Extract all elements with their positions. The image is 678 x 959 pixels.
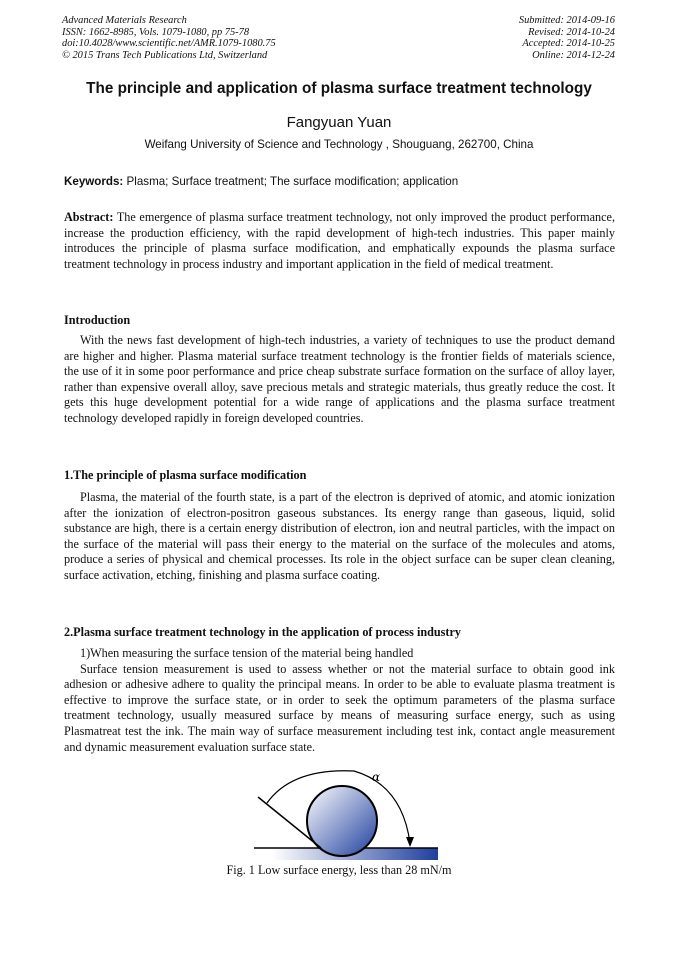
alpha-label: α	[372, 770, 381, 784]
section1-body	[64, 490, 615, 584]
abstract-label: Abstract:	[64, 210, 114, 224]
keywords	[64, 175, 616, 188]
abstract-text: The emergence of plasma surface treatment technology, not only improved the product performance, increase the production efficiency, with the rapid development of high-tech industries. This paper mainly introduces the principle of plasma surface modification, and emphatically expounds the plasma surface treatment technology in process industry and important application in the field of medical treatment.	[64, 210, 615, 271]
affiliation: Weifang University of Science and Technology , Shouguang, 262700, China	[144, 138, 534, 151]
paper-title: The principle and application of plasma surface treatment technology	[86, 80, 592, 97]
submitted-date: Submitted: 2014-09-16	[518, 15, 615, 26]
doi-line: doi:10.4028/www.scientific.net/AMR.1079-1080.75	[62, 38, 276, 50]
author-name: Fangyuan Yuan	[286, 114, 392, 131]
submission-dates	[519, 15, 615, 61]
abstract	[64, 210, 615, 272]
section1-heading: 1.The principle of plasma surface modification	[64, 468, 307, 482]
section2-heading: 2.Plasma surface treatment technology in the application of process industry	[64, 625, 461, 639]
journal-name: Advanced Materials Research	[62, 15, 187, 26]
copyright-line: © 2015 Trans Tech Publications Ltd, Switzerland	[62, 49, 268, 61]
arc-arrowhead	[406, 837, 414, 847]
accepted-date: Accepted: 2014-10-25	[522, 38, 615, 50]
section2-text: Surface tension measurement is used to assess whether or not the material surface to obtain good ink adhesion or adhesive adhere to quality the principal means. In order to be able to evaluate plasma treatment is effective to improve the surface state, or in order to seek the optimum parameters of the plasma surface treatment technology, usually measured surface by means of measuring surface energy, such as using Plasmatreat test the ink. The main way of surface measurement including test ink, contact angle measurement and dynamic measurement evaluation surface state.	[64, 661, 615, 754]
figure-caption: Fig. 1 Low surface energy, less than 28 mN/m	[226, 863, 452, 877]
section1-text: Plasma, the material of the fourth state, is a part of the electron is deprived of atomic, and atomic ionization after the ionization of electron-positron gaseous substances. Its energy range than gaseous, liquid, solid substance are high, there is a certain energy distribution of electron, ion and neutral particles, with the impact on the surface of the material will pass their energy to the material on the surface of the molecules and atoms, produce a series of physical and chemical processes. Its role in the object surface can be super clean cleaning, surface activation, etching, finishing and plasma surface coating.	[64, 490, 615, 582]
online-date: Online: 2014-12-24	[532, 49, 615, 61]
introduction-body	[64, 333, 615, 427]
keywords-text: Plasma; Surface treatment; The surface modification; application	[126, 175, 459, 188]
journal-info	[62, 15, 276, 61]
introduction-text: With the news fast development of high-tech industries, a variety of techniques to use the product demand are higher and higher. Plasma material surface treatment technology is the frontier fields of materials science, the use of it in some poor performance and price cheap substrate surface formation on the surface of alloy layer, rather than expensive overall alloy, save precious metals and strategic materials, thus greatly reduce the cost. It gets this huge development potential for a wide range of applications and the plasma surface treatment technology developed rapidly in foreign developed countries.	[64, 333, 615, 425]
section2-subheading: 1)When measuring the surface tension of the material being handled	[80, 646, 414, 660]
issn-line: ISSN: 1662-8985, Vols. 1079-1080, pp 75-78	[62, 26, 250, 38]
section2-body	[64, 646, 615, 755]
revised-date: Revised: 2014-10-24	[528, 26, 615, 38]
introduction-heading: Introduction	[64, 313, 131, 327]
keywords-label: Keywords:	[64, 175, 124, 188]
contact-angle-figure	[252, 763, 442, 863]
